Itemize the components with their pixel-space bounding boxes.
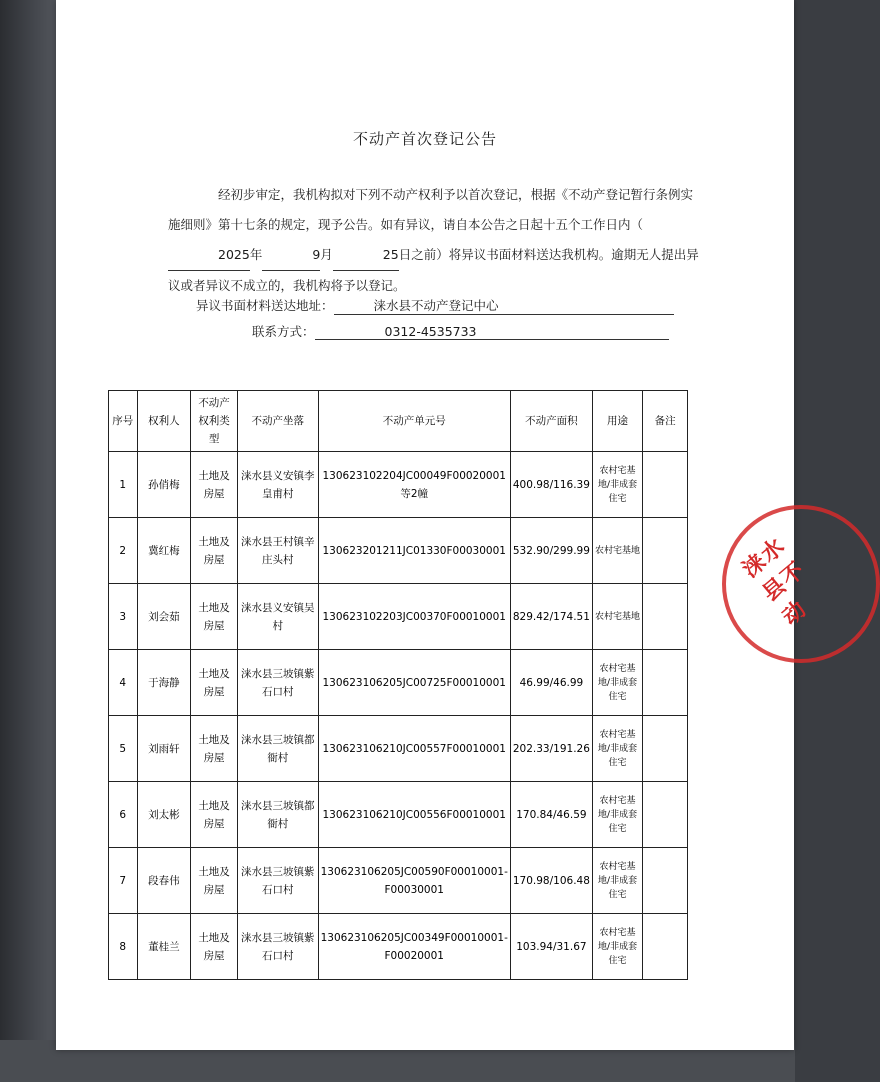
cell-note [643,650,688,716]
table-row [109,584,688,650]
cell-note [643,848,688,914]
deadline-month: 9 [262,240,320,271]
cell-area: 829.42/174.51 [510,584,592,650]
cell-location: 涞水县三坡镇都衙村 [237,782,318,848]
page-title: 不动产首次登记公告 [352,130,497,148]
year-unit: 年 [249,247,263,262]
cell-owner: 刘会茹 [137,584,191,650]
background-left [0,0,60,1082]
cell-area: 202.33/191.26 [510,716,592,782]
cell-owner: 刘雨轩 [137,716,191,782]
cell-use: 农村宅基地 [592,518,642,584]
cell-area: 532.90/299.99 [510,518,592,584]
header-owner: 权利人 [137,391,191,452]
cell-use: 农村宅基地/非成套住宅 [592,650,642,716]
intro-paragraph [168,180,703,301]
cell-note [643,518,688,584]
cell-location: 涞水县义安镇吴村 [237,584,318,650]
cell-unit: 130623106210JC00556F00010001 [318,782,510,848]
cell-no: 6 [109,782,138,848]
cell-type: 土地及房屋 [191,650,238,716]
header-type: 不动产权利类型 [191,391,238,452]
deadline-year: 2025 [168,240,250,271]
contact-label: 联系方式： [252,324,315,339]
cell-owner: 段春伟 [137,848,191,914]
header-note: 备注 [643,391,688,452]
table-row [109,650,688,716]
cell-area: 170.84/46.59 [510,782,592,848]
cell-area: 46.99/46.99 [510,650,592,716]
cell-no: 7 [109,848,138,914]
cell-type: 土地及房屋 [191,716,238,782]
cell-owner: 于海静 [137,650,191,716]
cell-type: 土地及房屋 [191,518,238,584]
header-unit: 不动产单元号 [318,391,510,452]
table-row [109,848,688,914]
cell-use: 农村宅基地/非成套住宅 [592,716,642,782]
cell-type: 土地及房屋 [191,782,238,848]
address-label: 异议书面材料送达地址： [196,298,334,313]
cell-use: 农村宅基地/非成套住宅 [592,848,642,914]
cell-unit: 130623106205JC00725F00010001 [318,650,510,716]
table-row [109,914,688,980]
address-row [196,296,696,315]
cell-type: 土地及房屋 [191,452,238,518]
cell-location: 涞水县三坡镇紫石口村 [237,848,318,914]
intro-line1: 经初步审定，我机构拟对下列不动产权利予以首次登记，根据《不动产登记暂行条例实施细则》第十七条的规定，现予公告。如有异议，请自本公告之日起十五个工作日内（ [168,187,694,232]
cell-location: 涞水县三坡镇紫石口村 [237,914,318,980]
cell-note [643,914,688,980]
cell-unit: 130623106210JC00557F00010001 [318,716,510,782]
cell-note [643,584,688,650]
contact-row [252,322,712,340]
table-row [109,452,688,518]
cell-type: 土地及房屋 [191,914,238,980]
cell-type: 土地及房屋 [191,848,238,914]
cell-location: 涞水县三坡镇都衙村 [237,716,318,782]
cell-no: 3 [109,584,138,650]
address-value: 涞水县不动产登记中心 [334,296,674,315]
cell-note [643,452,688,518]
cell-location: 涞水县义安镇李皇甫村 [237,452,318,518]
cell-area: 170.98/106.48 [510,848,592,914]
cell-no: 5 [109,716,138,782]
header-no: 序号 [109,391,138,452]
table-row [109,716,688,782]
month-unit: 月 [320,247,333,262]
table-row [109,518,688,584]
contact-value: 0312-4535733 [315,324,669,340]
cell-unit: 130623201211JC01330F00030001 [318,518,510,584]
intro-line2: 日之前）将异议书面材料送达我机构。逾期无人提出异议或者异议不成立的，我机构将予以登记。 [168,247,699,293]
cell-note [643,782,688,848]
deadline-day: 25 [333,240,399,271]
registration-table [108,390,688,980]
cell-unit: 130623106205JC00590F00010001-F00030001 [318,848,510,914]
cell-location: 涞水县三坡镇紫石口村 [237,650,318,716]
header-location: 不动产坐落 [237,391,318,452]
cell-unit: 130623102204JC00049F00020001 等2幢 [318,452,510,518]
cell-note [643,716,688,782]
cell-use: 农村宅基地 [592,584,642,650]
cell-no: 1 [109,452,138,518]
cell-area: 400.98/116.39 [510,452,592,518]
official-seal-text: 涞水县不动 [738,532,813,631]
cell-unit: 130623106205JC00349F00010001-F00020001 [318,914,510,980]
header-use: 用途 [592,391,642,452]
table-row [109,782,688,848]
cell-owner: 孙俏梅 [137,452,191,518]
cell-no: 8 [109,914,138,980]
cell-location: 涞水县王村镇辛庄头村 [237,518,318,584]
cell-area: 103.94/31.67 [510,914,592,980]
table-header-row [109,391,688,452]
cell-owner: 刘太彬 [137,782,191,848]
cell-owner: 董桂兰 [137,914,191,980]
cell-use: 农村宅基地/非成套住宅 [592,782,642,848]
cell-no: 2 [109,518,138,584]
cell-use: 农村宅基地/非成套住宅 [592,452,642,518]
cell-no: 4 [109,650,138,716]
cell-owner: 冀红梅 [137,518,191,584]
cell-type: 土地及房屋 [191,584,238,650]
header-area: 不动产面积 [510,391,592,452]
cell-unit: 130623102203JC00370F00010001 [318,584,510,650]
cell-use: 农村宅基地/非成套住宅 [592,914,642,980]
